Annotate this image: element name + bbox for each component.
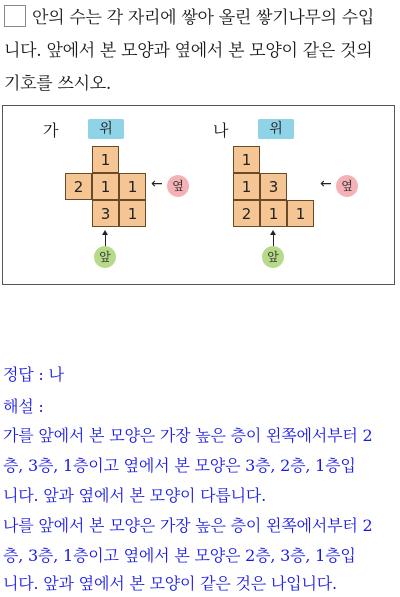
na-side-label: 옆 — [336, 175, 358, 197]
figure-box — [2, 105, 395, 285]
ga-side-arrow-icon: ← — [151, 176, 163, 192]
na-cell: 2 — [233, 200, 260, 227]
explain-line: 가를 앞에서 본 모양은 가장 높은 층이 왼쪽에서부터 2 — [3, 426, 373, 445]
ga-cell: 1 — [92, 146, 119, 173]
figure-ga-label: 가 — [43, 121, 59, 140]
figure-ga-top-label: 위 — [88, 119, 124, 139]
question-line-3: 기호를 쓰시오. — [4, 74, 111, 94]
question-text-1: 안의 수는 각 자리에 쌓아 올린 쌓기나무의 수입 — [32, 8, 375, 28]
ga-cell: 1 — [119, 173, 146, 200]
ga-cell: 1 — [92, 173, 119, 200]
answer-line: 정답 : 나 — [3, 365, 64, 384]
na-cell: 3 — [260, 173, 287, 200]
ga-cell: 3 — [92, 200, 119, 227]
figure-na-label: 나 — [213, 121, 229, 140]
explain-line: 나를 앞에서 본 모양은 가장 높은 층이 왼쪽에서부터 2 — [3, 516, 373, 535]
na-side-arrow-icon: ← — [320, 176, 332, 192]
explain-line: 니다. 앞과 옆에서 본 모양이 같은 것은 나입니다. — [3, 574, 337, 593]
na-front-arrow-line — [273, 234, 274, 246]
ga-front-arrow-line — [105, 234, 106, 246]
question-line-2: 니다. 앞에서 본 모양과 옆에서 본 모양이 같은 것의 — [4, 41, 373, 61]
question-line-1 — [4, 5, 374, 29]
na-cell: 1 — [287, 200, 314, 227]
ga-front-label: 앞 — [94, 246, 116, 268]
explain-line: 니다. 앞과 옆에서 본 모양이 다릅니다. — [3, 486, 267, 505]
explain-line: 층, 3층, 1층이고 옆에서 본 모양은 3층, 2층, 1층입 — [3, 456, 356, 475]
na-front-label: 앞 — [262, 246, 284, 268]
ga-side-label: 옆 — [167, 175, 189, 197]
figure-na-top-label: 위 — [258, 119, 294, 139]
explain-line: 층, 3층, 1층이고 옆에서 본 모양은 2층, 3층, 1층입 — [3, 546, 356, 565]
ga-cell: 2 — [65, 173, 92, 200]
na-cell: 1 — [233, 146, 260, 173]
explain-label: 해설 : — [3, 397, 44, 416]
na-cell: 1 — [233, 173, 260, 200]
answer-blank-box — [4, 5, 26, 27]
ga-cell: 1 — [119, 200, 146, 227]
na-cell: 1 — [260, 200, 287, 227]
